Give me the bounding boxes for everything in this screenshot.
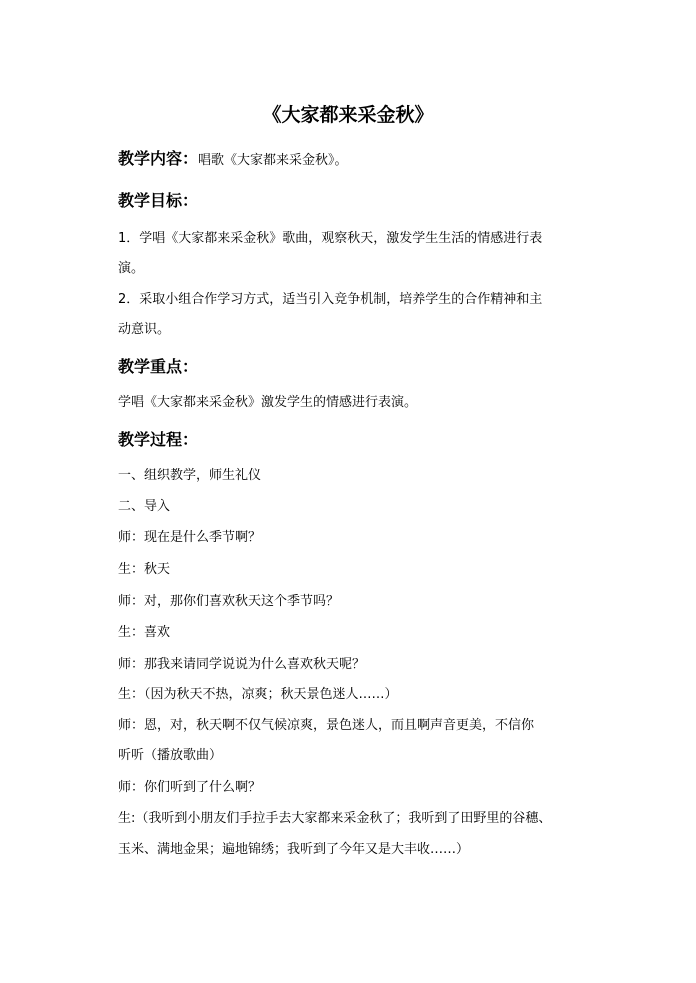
process-line: 师：恩，对，秋天啊不仅气候凉爽，景色迷人，而且啊声音更美，不信你 (118, 718, 535, 733)
focus-heading: 教学重点： (118, 357, 199, 376)
goal-1-line-2: 演。 (118, 261, 145, 276)
process-line: 生:（我听到小朋友们手拉手去大家都来采金秋了；我听到了田野里的谷穗、 (118, 811, 552, 826)
process-line: 生：秋天 (118, 562, 171, 577)
goals-heading: 教学目标： (118, 191, 199, 210)
process-line: 师：对，那你们喜欢秋天这个季节吗？ (118, 594, 340, 609)
process-heading: 教学过程： (118, 430, 199, 449)
goal-2-line-2: 动意识。 (118, 322, 171, 337)
goal-2-line-1: 2．采取小组合作学习方式，适当引入竞争机制，培养学生的合作精神和主 (118, 292, 543, 307)
process-line: 听听（播放歌曲） (118, 748, 223, 763)
process-line: 一、组织教学，师生礼仪 (118, 468, 262, 483)
document-title: 《大家都来采金秋》 (262, 104, 434, 126)
process-line: 师：那我来请同学说说为什么喜欢秋天呢？ (118, 657, 366, 672)
content-section (118, 147, 348, 173)
goal-1-line-1: 1．学唱《大家都来采金秋》歌曲，观察秋天，激发学生生活的情感进行表 (118, 231, 543, 246)
process-line: 生：喜欢 (118, 625, 171, 640)
process-line: 生：（因为秋天不热，凉爽；秋天景色迷人……） (118, 687, 398, 702)
process-line: 二、导入 (118, 499, 171, 514)
process-line: 师：你们听到了什么啊？ (118, 780, 262, 795)
process-line: 玉米、满地金果；遍地锦绣；我听到了今年又是大丰收……） (118, 842, 470, 857)
process-line: 师：现在是什么季节啊？ (118, 530, 262, 545)
focus-text: 学唱《大家都来采金秋》激发学生的情感进行表演。 (118, 395, 418, 410)
content-text: 唱歌《大家都来采金秋》。 (198, 153, 348, 168)
content-heading: 教学内容： (118, 149, 199, 168)
